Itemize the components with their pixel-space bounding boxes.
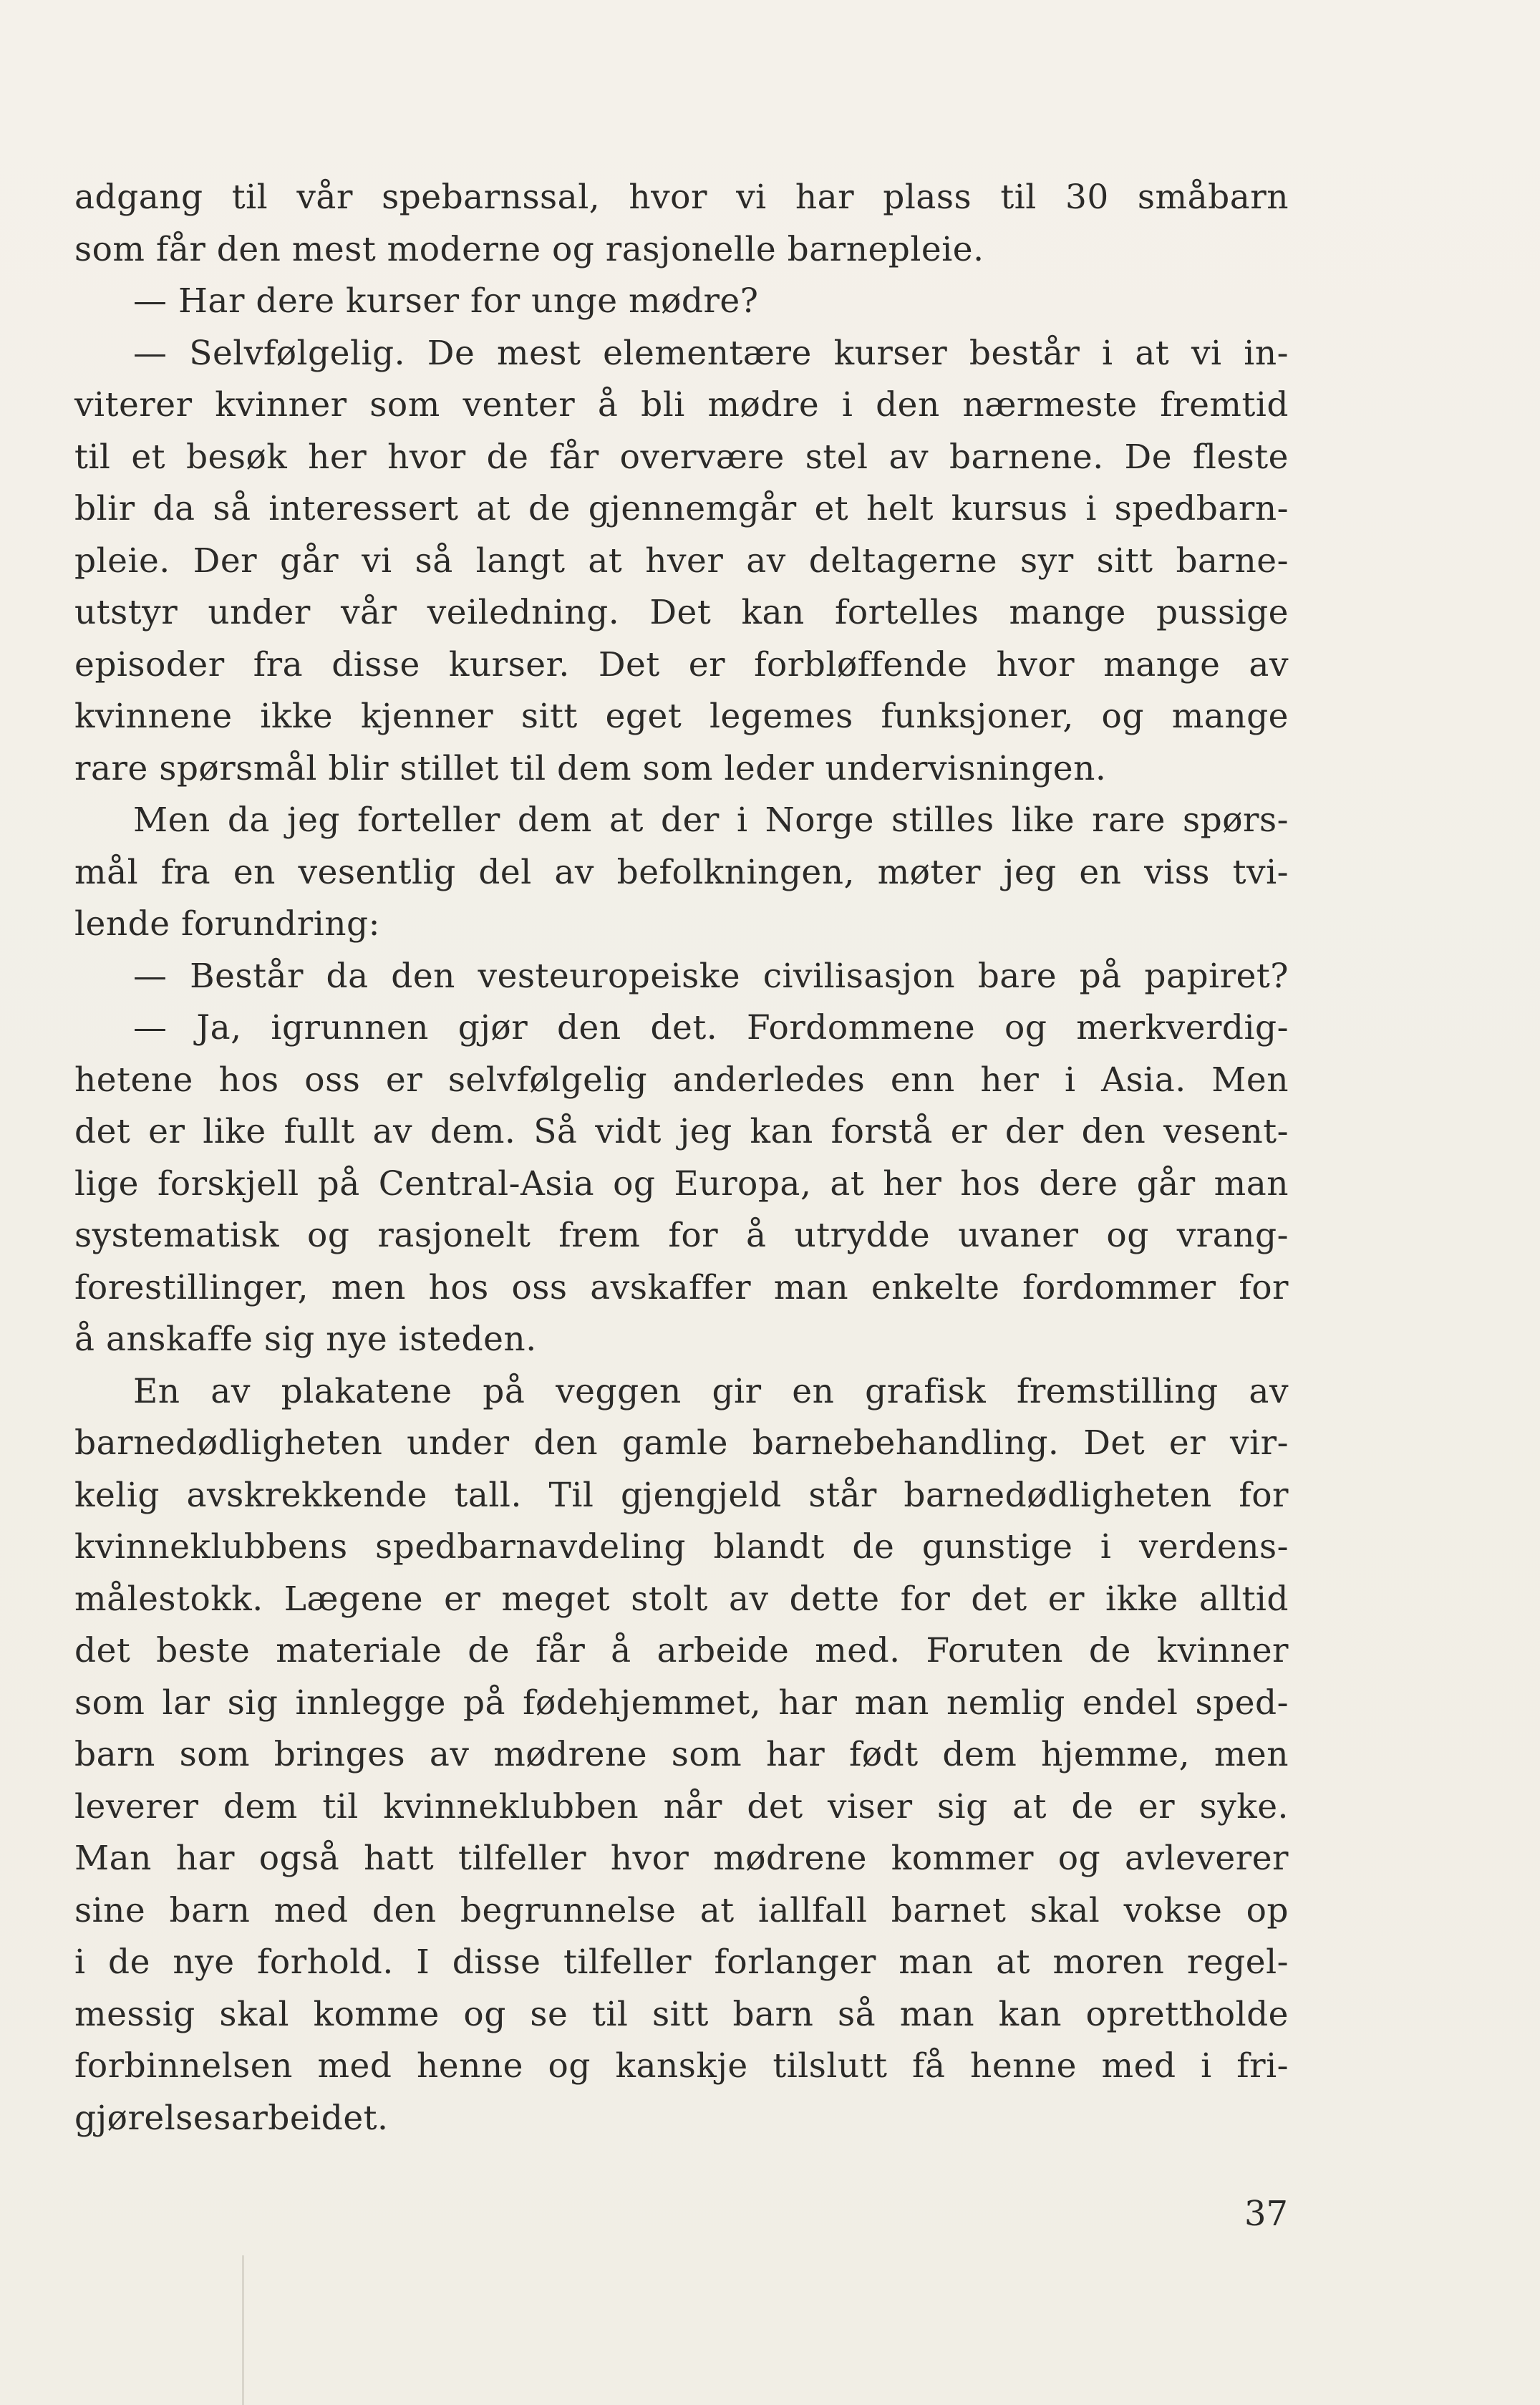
text-line: hetene hos oss er selvfølgelig anderledes enn her i Asia. Men [74,1060,1289,1100]
text-line: kelig avskrekkende tall. Til gjengjeld står barnedødligheten for [74,1475,1289,1515]
text-line: lige forskjell på Central-Asia og Europa, at her hos dere går man [74,1163,1289,1204]
text-line: målestokk. Lægene er meget stolt av dette for det er ikke alltid [74,1579,1289,1619]
text-line: som lar sig innlegge på fødehjemmet, har man nemlig endel sped- [74,1683,1289,1723]
text-line: kvinnene ikke kjenner sitt eget legemes funksjoner, og mange [74,697,1289,736]
text-line: rare spørsmål blir stillet til dem som leder undervisningen. [74,748,1107,788]
text-line: En av plakatene på veggen gir en grafisk fremstilling av [133,1371,1289,1411]
text-line: det er like fullt av dem. Så vidt jeg kan forstå er der den vesent- [74,1112,1289,1151]
text-line: messig skal komme og se til sitt barn så man kan oprettholde [74,1994,1289,2034]
text-line: — Består da den vesteuropeiske civilisasjon bare på papiret? [133,956,1289,996]
text-line: Men da jeg forteller dem at der i Norge stilles like rare spørs- [133,800,1289,840]
text-line: gjørelsesarbeidet. [74,2098,389,2138]
text-line: kvinneklubbens spedbarnavdeling blandt de gunstige i verdens- [74,1527,1289,1567]
text-line: barnedødligheten under den gamle barnebehandling. Det er vir- [74,1423,1289,1463]
text-line: sine barn med den begrunnelse at iallfall barnet skal vokse op [74,1890,1289,1930]
text-line: lende forundring: [74,904,380,944]
text-line: mål fra en vesentlig del av befolkningen, møter jeg en viss tvi- [74,852,1289,892]
body-text [74,172,1289,2144]
text-line: forbinnelsen med henne og kanskje tilslutt få henne med i fri- [74,2046,1289,2086]
page-edge-mark [242,2255,244,2405]
text-line: — Selvfølgelig. De mest elementære kurser består i at vi in- [133,333,1289,373]
text-line: leverer dem til kvinneklubben når det viser sig at de er syke. [74,1786,1289,1826]
text-line: — Har dere kurser for unge mødre? [133,281,759,321]
text-line: å anskaffe sig nye isteden. [74,1320,537,1359]
text-line: i de nye forhold. I disse tilfeller forlanger man at moren regel- [74,1942,1289,1982]
text-line: systematisk og rasjonelt frem for å utrydde uvaner og vrang- [74,1216,1289,1255]
text-line: som får den mest moderne og rasjonelle barnepleie. [74,229,984,269]
text-line: viterer kvinner som venter å bli mødre i den nærmeste fremtid [74,385,1289,425]
page-number: 37 [1244,2194,1289,2234]
text-line: til et besøk her hvor de får overvære stel av barnene. De fleste [74,437,1289,477]
text-line: forestillinger, men hos oss avskaffer man enkelte fordommer for [74,1267,1289,1307]
text-line: barn som bringes av mødrene som har født dem hjemme, men [74,1735,1289,1774]
text-line: utstyr under vår veiledning. Det kan fortelles mange pussige [74,593,1289,632]
text-line: blir da så interessert at de gjennemgår et helt kursus i spedbarn- [74,489,1289,528]
text-line: Man har også hatt tilfeller hvor mødrene kommer og avleverer [74,1839,1289,1878]
text-line: adgang til vår spebarnssal, hvor vi har plass til 30 småbarn [74,178,1289,217]
text-line: episoder fra disse kurser. Det er forbløffende hvor mange av [74,644,1289,684]
text-line: pleie. Der går vi så langt at hver av deltagerne syr sitt barne- [74,541,1289,581]
text-line: — Ja, igrunnen gjør den det. Fordommene og merkverdig- [133,1008,1289,1047]
text-line: det beste materiale de får å arbeide med. Foruten de kvinner [74,1631,1289,1670]
